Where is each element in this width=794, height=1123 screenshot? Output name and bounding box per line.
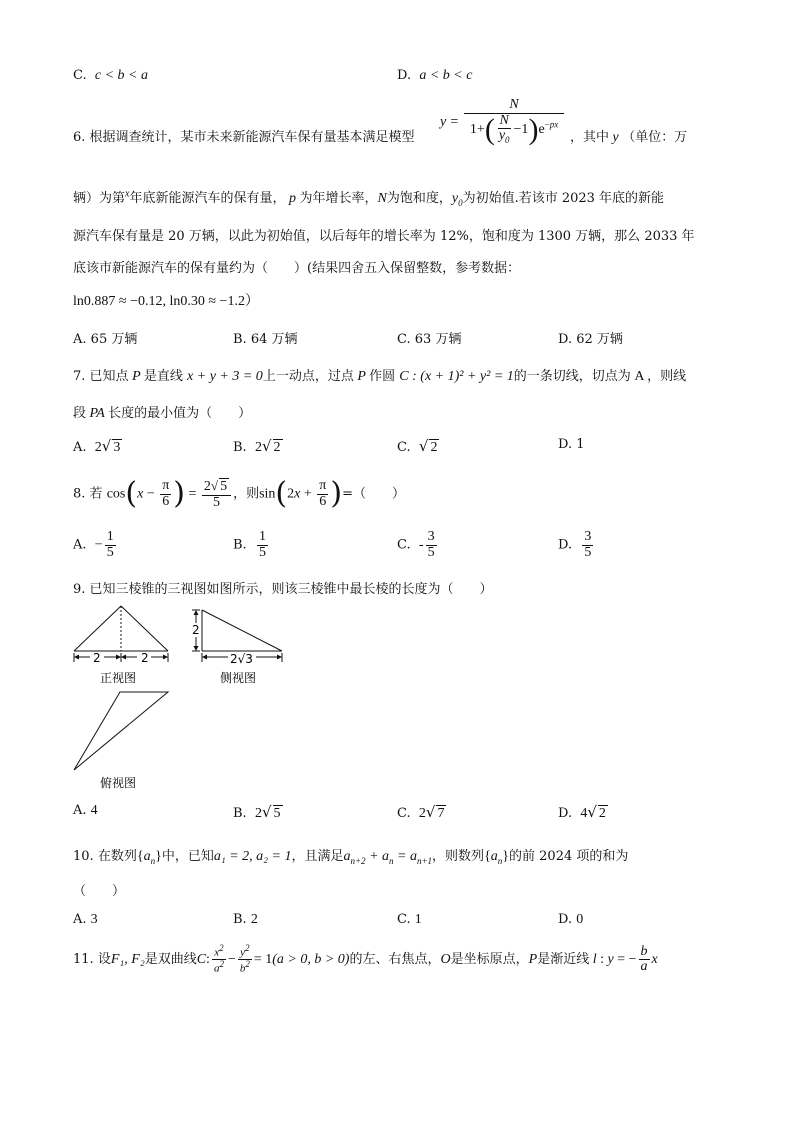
q6-reference-data: ln0.887 ≈ −0.12, ln0.30 ≈ −1.2） xyxy=(73,294,259,309)
q6-stem-line1: 6. 根据调查统计，某市未来新能源汽车保有量基本满足模型 xyxy=(73,130,415,145)
top-view-label: 俯视图 xyxy=(100,776,137,790)
front-view xyxy=(74,606,168,662)
q10-option-c: C. 1 xyxy=(397,912,422,927)
side-view-label: 侧视图 xyxy=(220,671,257,685)
q6-option-b: B. 64 万辆 xyxy=(233,332,298,347)
q9-option-b: B. 2√ 5 xyxy=(233,803,281,821)
q9-option-a: A. 4 xyxy=(73,803,98,818)
q8-stem: 8. 若 cos(x − $\frac{\pi}{6}$ ) = $\frac{2√ 5}{5}$ ，则sin(2x + $\frac{\pi}{6}$ )=（ ） xyxy=(73,476,405,512)
q6-model-formula: y = N 1+( $\frac{N}{y_0}$ $-1)e^{-px}$ xyxy=(440,98,566,146)
front-width-left-label: 2 xyxy=(93,651,101,665)
q6-stem-line1-tail: ，其中 y （单位：万 xyxy=(570,130,688,145)
q6-stem-line3: 源汽车保有量是 20 万辆，以此为初始值，以后每年的增长率为 12%，饱和度为 1300 万辆，那么 2033 年 xyxy=(73,229,695,244)
q10-option-a: A. 3 xyxy=(73,912,98,927)
q10-option-b: B. 2 xyxy=(233,912,258,927)
q5-option-d: D. a < b < c xyxy=(397,68,473,83)
q6-option-d: D. 62 万辆 xyxy=(558,332,623,347)
side-height-label: 2 xyxy=(192,623,200,637)
q9-option-c: C. 2√ 7 xyxy=(397,803,445,821)
q7-option-a: A. 2√ 3 xyxy=(73,437,121,455)
q8-option-b: B. $\frac{1}{5}$ xyxy=(233,529,266,560)
q5-option-c: C. c < b < a xyxy=(73,68,148,83)
q7-line-equation: x + y + 3 = 0 xyxy=(187,369,263,384)
q7-option-d: D. 1 xyxy=(558,437,585,452)
q6-stem-line4: 底该市新能源汽车的保有量约为（ ）(结果四舍五入保留整数，参考数据： xyxy=(73,261,521,276)
q7-option-c: C. √ 2 xyxy=(397,437,438,455)
q11-stem-line1: 11. 设F₁, F₂是双曲线C: $\frac{x^2}{a^2}$ − $\frac{y^2}{b^2}$ = 1(a > 0, b > 0)的左、右焦点，O是坐标原点，P是渐近线 l : y = − $\frac{b}{a}$ x xyxy=(73,943,658,975)
q7-stem-line2: 段 PA 长度的最小值为（ ） xyxy=(73,406,252,421)
q7-option-b: B. 2√ 2 xyxy=(233,437,281,455)
q9-stem: 9. 已知三棱锥的三视图如图所示，则该三棱锥中最长棱的长度为（ ） xyxy=(73,582,493,597)
q9-option-d: D. 4√ 2 xyxy=(558,803,606,821)
q6-option-c: C. 63 万辆 xyxy=(397,332,462,347)
q6-option-a: A. 65 万辆 xyxy=(73,332,138,347)
front-view-label: 正视图 xyxy=(100,671,137,685)
q10-initial-values: a₁ = 2, a₂ = 1 xyxy=(213,849,292,864)
q8-option-a: A. − $\frac{1}{5}$ xyxy=(73,529,114,560)
q10-stem-line1: 10. 在数列$\{a_n\}$中，已知a₁ = 2, a₂ = 1，且满足$a_{n+2} + a_n = a_{n+1}$，则数列$\{a_n\}$的前 2024 项的和为 xyxy=(73,849,629,866)
q7-stem-line1: 7. 已知点 P 是直线 x + y + 3 = 0上一动点，过点 P 作圆 C : (x + 1)² + y² = 1的一条切线，切点为 A ，则线 xyxy=(73,369,687,384)
q5-option-c-expr: c < b < a xyxy=(94,68,148,83)
q9-three-view-figure xyxy=(66,604,296,794)
front-width-right-label: 2 xyxy=(141,651,149,665)
side-width-label: 2√3 xyxy=(230,652,253,666)
q5-option-d-expr: a < b < c xyxy=(419,68,473,83)
q10-stem-line2: （ ） xyxy=(73,884,126,899)
q7-circle-equation: C : (x + 1)² + y² = 1 xyxy=(399,369,514,384)
q8-option-c: C. - $\frac{3}{5}$ xyxy=(397,529,435,560)
q10-option-d: D. 0 xyxy=(558,912,584,927)
q6-stem-line2: 辆）为第$^x$年底新能源汽车的保有量， p 为年增长率，N为饱和度，$y_0$为初始值.若该市 2023 年底的新能 xyxy=(73,188,665,208)
q8-option-d: D. $\frac{3}{5}$ xyxy=(558,529,592,560)
top-view xyxy=(74,692,168,770)
